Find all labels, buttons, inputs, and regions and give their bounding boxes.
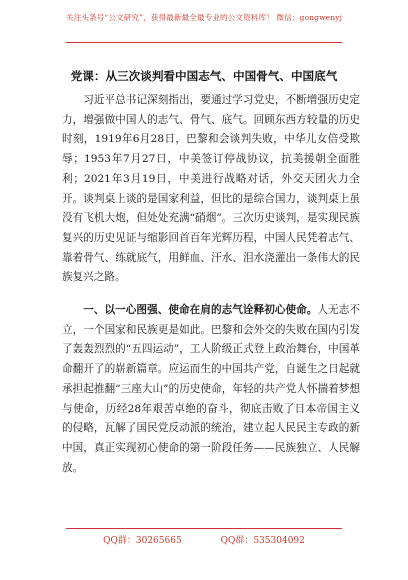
document-title: 党课：从三次谈判看中国志气、中国骨气、中国底气 xyxy=(70,69,338,83)
body-paragraph-section-1 xyxy=(62,301,360,478)
footer-qq-group-2: QQ群：535304092 xyxy=(220,536,305,546)
section-heading-1: 一、以一心图强、使命在肩的志气诠释初心使命。 xyxy=(83,304,318,317)
header-promo-note: 关注头条号“公文研究”，获得最新最全最专业的公文资料库！ 微信：gongwenyj xyxy=(65,13,343,22)
body-paragraph-intro: 习近平总书记深刻指出，要通过学习党史，不断增强历史定力，增强做中国人的志气、骨气、底气。回顾东西方较量的历史时刻，1919年6月28日，巴黎和会谈判失败，中华儿女倍受欺辱；1953年7月27日，中美签订停战协议，抗美援朝全面胜利；2021年3月19日，中美进行战略对话，外交天团火力全开。谈判桌上谈的是国家利益，但比的是综合国力，谈判桌上虽没有飞机大炮，但处处充满“硝烟”。三次历史谈判，是实现民族复兴的历史见证与缩影回首百年光辉历程，中国人民凭着志气、靠着骨气、练就底气，用鲜血、汗水、泪水浇灌出一条伟大的民族复兴之路。 xyxy=(62,94,360,284)
document-body xyxy=(62,91,360,478)
footer-qq-group-1: QQ群：30265665 xyxy=(103,536,182,546)
header-divider xyxy=(66,42,342,43)
section-1-text: 人无志不立，一个国家和民族更是如此。巴黎和会外交的失败在国内引发了轰轰烈烈的“五四运动”，工人阶级正式登上政治舞台，中国革命翻开了的崭新篇章。应运而生的中国共产党，自诞生之日起就承担起推翻“三座大山”的历史使命，年轻的共产党人怀揣着梦想与使命，历经28年艰苦卓绝的奋斗，彻底击败了日本帝国主义的侵略，瓦解了国民党反动派的统治，建立起人民民主专政的新中国，真正实现初心使命的第一阶段任务——民族独立、人民解放。 xyxy=(62,304,361,474)
footer-contact xyxy=(0,533,408,546)
footer-divider xyxy=(66,528,342,529)
